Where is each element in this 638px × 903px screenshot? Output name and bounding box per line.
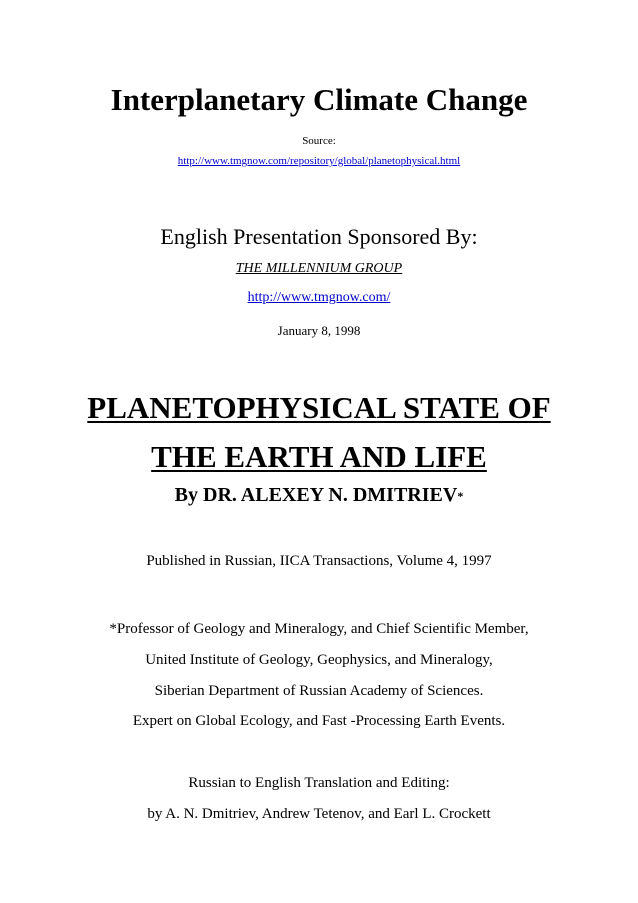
publication-date: January 8, 1998 <box>277 323 361 338</box>
author-footnote-mark: * <box>457 489 464 503</box>
document-title: Interplanetary Climate Change <box>110 82 528 117</box>
source-label: Source: <box>302 135 336 147</box>
main-title-line-2: THE EARTH AND LIFE <box>151 439 487 474</box>
credential-line: Siberian Department of Russian Academy of Sciences. <box>154 683 484 699</box>
sponsor-link[interactable]: http://www.tmgnow.com/ <box>247 290 391 305</box>
author-name: By DR. ALEXEY N. DMITRIEV <box>174 484 458 506</box>
sponsor-name: THE MILLENNIUM GROUP <box>235 261 403 276</box>
main-title-line-1: PLANETOPHYSICAL STATE OF <box>87 390 551 425</box>
translation-heading: Russian to English Translation and Editing: <box>188 775 450 791</box>
source-link[interactable]: http://www.tmgnow.com/repository/global/planetophysical.html <box>177 155 461 167</box>
author-byline <box>0 485 638 505</box>
credential-line: United Institute of Geology, Geophysics, and Mineralogy, <box>145 652 493 668</box>
publication-note: Published in Russian, IICA Transactions, Volume 4, 1997 <box>146 553 492 569</box>
credential-line: *Professor of Geology and Mineralogy, and Chief Scientific Member, <box>109 621 529 637</box>
credential-line: Expert on Global Ecology, and Fast -Processing Earth Events. <box>132 713 506 729</box>
translation-credits: by A. N. Dmitriev, Andrew Tetenov, and Earl L. Crockett <box>147 806 491 822</box>
sponsor-heading: English Presentation Sponsored By: <box>160 224 478 249</box>
